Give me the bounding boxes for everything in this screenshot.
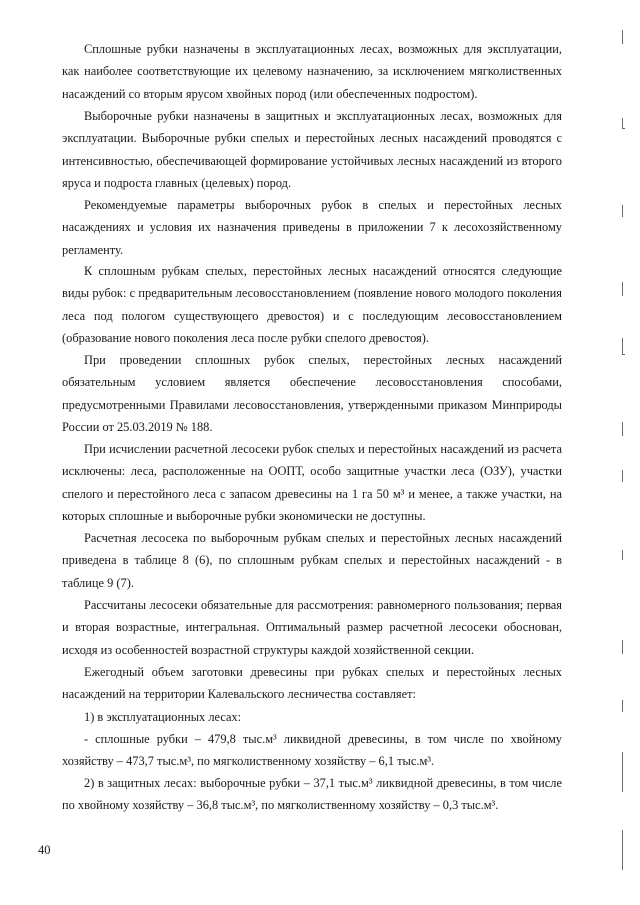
paragraph-calculation-exclusions: При исчислении расчетной лесосеки рубок спелых и перестойных насаждений из расчета исключены: леса, расположенные на ООПТ, особо защитные участки леса (ОЗУ), участки спелого и перестойного леса с запасом древесины на 1 га 50 м³ и менее, а также участки, на которых сплошные и выборочные рубки экономически не доступны. [62,442,562,523]
paragraph-recommended-parameters: Рекомендуемые параметры выборочных рубок в спелых и перестойных лесных насаждениях и условия их назначения приведены в приложении 7 к лесохозяйственному регламенту. [62,198,562,257]
paragraph-clearcut-types: К сплошным рубкам спелых, перестойных лесных насаждений относятся следующие виды рубок: с предварительным лесовосстановлением (появление нового молодого поколения леса под пологом существующего древостоя) и с последующим лесовосстановлением (образование нового поколения леса после рубки спелого древостоя). [62,264,562,345]
page-number: 40 [38,843,51,857]
paragraph-reforestation-condition: При проведении сплошных рубок спелых, перестойных лесных насаждений обязательным условием является обеспечение лесовосстановления способами, предусмотренными Правилами лесовосстановления, утвержденными приказом Минприроды России от 25.03.2019 № 188. [62,353,562,434]
list-item-protective-forests: 2) в защитных лесах: выборочные рубки – 37,1 тыс.м³ ликвидной древесины, в том числе по хвойному хозяйству – 36,8 тыс.м³, по мягколиственному хозяйству – 0,3 тыс.м³. [62,776,562,813]
paragraph-clearcut-assignment: Сплошные рубки назначены в эксплуатационных лесах, возможных для эксплуатации, как наиболее соответствующие их целевому назначению, за исключением мягколиственных насаждений со вторым ярусом хвойных пород (или обеспеченных подростом). [62,42,562,101]
list-item-clearcut-volume: - сплошные рубки – 479,8 тыс.м³ ликвидной древесины, в том числе по хвойному хозяйству – 473,7 тыс.м³, по мягколиственному хозяйству – 6,1 тыс.м³. [62,732,562,769]
paragraph-selective-assignment: Выборочные рубки назначены в защитных и эксплуатационных лесах, возможных для эксплуатации. Выборочные рубки спелых и перестойных лесных насаждений проводятся с интенсивностью, обеспечивающей формирование устойчивых лесных насаждений из второго яруса и подроста главных (целевых) пород. [62,109,562,190]
list-item-exploitation-forests: 1) в эксплуатационных лесах: [84,710,242,724]
paragraph-calculated-cutting-areas: Рассчитаны лесосеки обязательные для рассмотрения: равномерного пользования; первая и вторая возрастные, интегральная. Оптимальный размер расчетной лесосеки обоснован, исходя из особенностей возрастной структуры каждой хозяйственной секции. [62,598,562,657]
paragraph-table-reference: Расчетная лесосека по выборочным рубкам спелых и перестойных лесных насаждений приведена в таблице 8 (6), по сплошным рубкам спелых и перестойных насаждений - в таблице 9 (7). [62,531,562,590]
paragraph-annual-volume: Ежегодный объем заготовки древесины при рубках спелых и перестойных лесных насаждений на территории Калевальского лесничества составляет: [62,665,562,702]
